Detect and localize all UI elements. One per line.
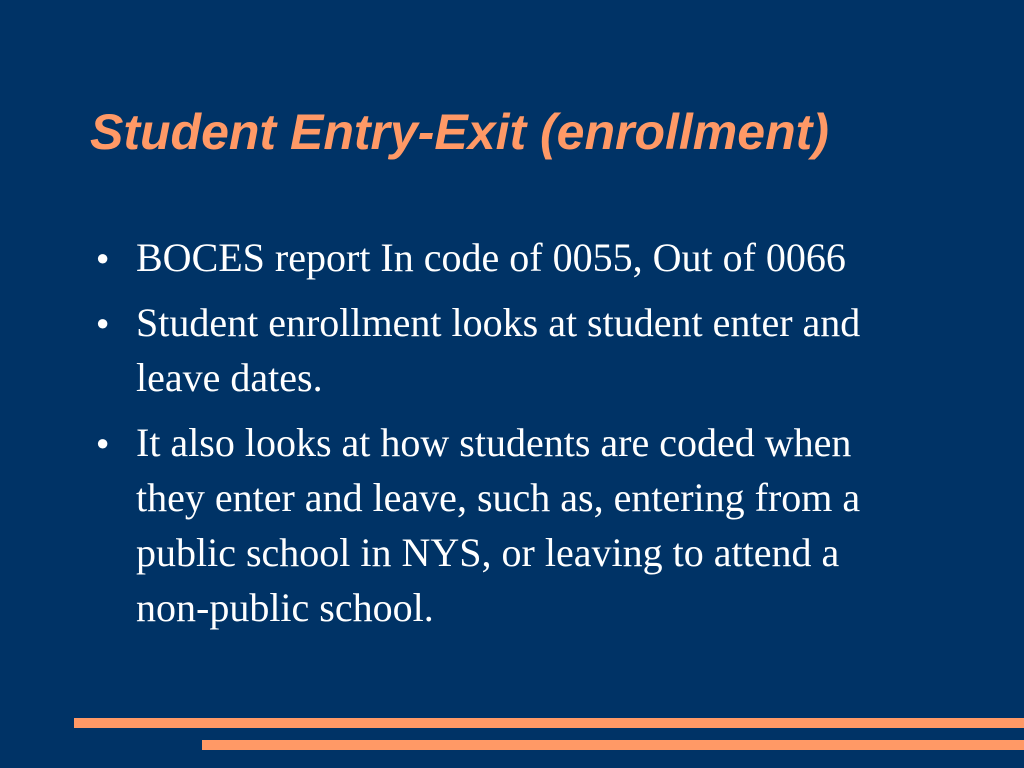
bullet-text: It also looks at how students are coded when they enter and leave, such as, entering from a public school in NYS, or leaving to attend a non-public school. [136, 420, 861, 630]
bullet-dot-icon: ● [96, 245, 110, 270]
bullet-item [96, 295, 896, 405]
bullet-text: BOCES report In code of 0055, Out of 0066 [136, 235, 846, 280]
accent-bar-top [74, 718, 1024, 728]
bullet-list [96, 230, 896, 645]
bullet-text: Student enrollment looks at student enter and leave dates. [136, 300, 861, 400]
bullet-dot-icon: ● [96, 430, 110, 455]
bullet-item [96, 415, 896, 635]
bullet-dot-icon: ● [96, 310, 110, 335]
slide-title: Student Entry-Exit (enrollment) [90, 104, 829, 160]
accent-bar-bottom [202, 740, 1024, 750]
bullet-item [96, 230, 896, 285]
